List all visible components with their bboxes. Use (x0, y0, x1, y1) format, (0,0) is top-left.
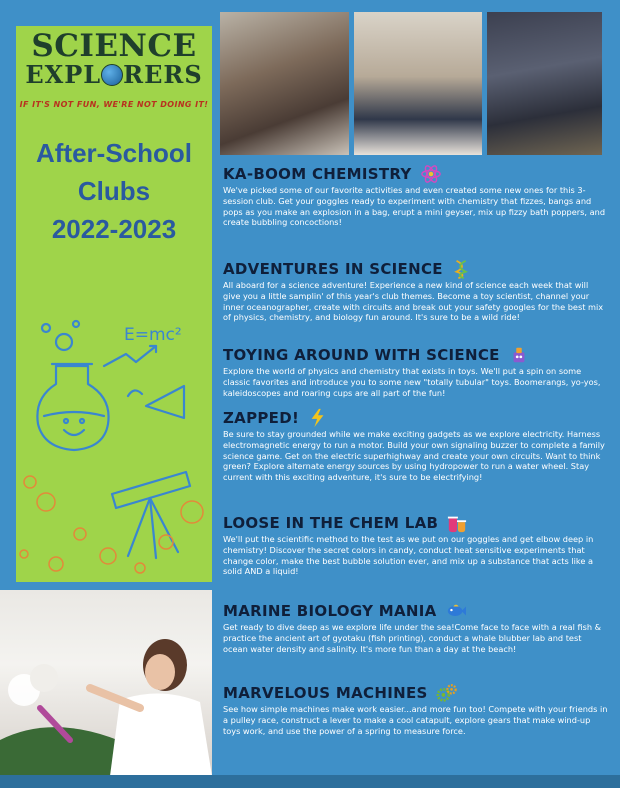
section-title (223, 259, 608, 279)
section-description: Explore the world of physics and chemistry that exists in toys. We'll put a spin on some classic favorites and introduce you to some new "totally tubular" toys. Boomerangs, yo-yos, kaleidoscopes and roaring cups are all part of the fun! (223, 366, 601, 398)
section-title-text: ADVENTURES IN SCIENCE (223, 260, 443, 278)
science-explorers-logo (16, 30, 212, 88)
section-title (223, 164, 608, 184)
section-loose-in-the-chem-lab (223, 513, 608, 577)
logo-text-part1: EXPL (25, 60, 102, 89)
section-zapped (223, 408, 608, 483)
left-panel (16, 26, 212, 582)
section-title (223, 683, 608, 703)
section-title-text: MARINE BIOLOGY MANIA (223, 602, 437, 620)
bottom-band (0, 775, 620, 788)
lightning-icon (307, 408, 329, 428)
section-title-text: TOYING AROUND WITH SCIENCE (223, 346, 500, 364)
section-description: See how simple machines make work easier...and more fun too! Compete with your friends in a pulley race, construct a lever to make a cool catapult, explore gears that make wind-up toys work, and use the power of a spring to measure force. (223, 704, 608, 736)
instructor-demo-illustration (0, 590, 212, 776)
logo-line-explorers (16, 62, 212, 88)
section-title (223, 513, 608, 533)
tagline: IF IT'S NOT FUN, WE'RE NOT DOING IT! (19, 100, 209, 109)
atom-icon (420, 164, 442, 184)
gears-icon (436, 683, 458, 703)
logo-text-part2: RERS (123, 60, 203, 89)
section-title-text: ZAPPED! (223, 409, 300, 427)
globe-icon (101, 64, 123, 86)
students-lab-photo (220, 12, 349, 155)
title-line-1: After-School (36, 138, 192, 168)
logo-line-science: SCIENCE (31, 28, 197, 64)
section-toying-around-with-science (223, 345, 608, 398)
section-marvelous-machines (223, 683, 608, 736)
fish-icon (445, 601, 467, 621)
section-title-text: MARVELOUS MACHINES (223, 684, 428, 702)
section-adventures-in-science (223, 259, 608, 323)
section-description: Get ready to dive deep as we explore life under the sea!Come face to face with a real fish & practice the ancient art of gyotaku (fish printing), conduct a whale blubber lab and test ocean water density and salinity. It's more fun than a day at the beach! (223, 622, 602, 654)
section-description: All aboard for a science adventure! Experience a new kind of science each week that will give you a little samplin' of this year's club themes. Become a toy scientist, channel your inner oceanographer, create with circuits and break out your safety googles for the best mix of physics, chemistry, and biology fun around. It's sure to be a wild ride! (223, 280, 604, 323)
section-title (223, 345, 608, 365)
student-experiment-photo (487, 12, 602, 155)
dna-icon (451, 259, 473, 279)
section-ka-boom-chemistry (223, 164, 608, 228)
section-description: We've picked some of our favorite activities and even created some new ones for this 3-session club. Get your goggles ready to experiment with chemistry that fizzes, bangs and pops as you make an explosion in a bag, erupt a mini geyser, mix up fizzy bath poppers, and create bubbling concoctions! (223, 185, 606, 228)
toy-icon (508, 345, 530, 365)
title-line-2: Clubs (77, 176, 151, 206)
section-title-text: LOOSE IN THE CHEM LAB (223, 514, 439, 532)
science-doodles-illustration (16, 306, 212, 576)
page-title (16, 134, 212, 248)
title-line-3: 2022-2023 (51, 214, 177, 244)
instructor-student-photo (354, 12, 482, 155)
formula-doodle: E=mc² (124, 325, 182, 345)
beakers-icon (446, 513, 468, 533)
section-title-text: KA-BOOM CHEMISTRY (223, 165, 412, 183)
section-title (223, 601, 608, 621)
section-title (223, 408, 608, 428)
section-description: Be sure to stay grounded while we make exciting gadgets as we explore electricity. Harness electromagnetic energy to run a motor. Build your own signaling buzzer to complete a family science game. Get on the electric superhighway and create your own circuits. Want to think green? Explore alternate energy sources by using hydropower to run a water wheel. Stay current with this exciting adventure, it's sure to be electrifying! (223, 429, 605, 483)
section-description: We'll put the scientific method to the test as we put on our goggles and get elbow deep in chemistry! Discover the secret colors in candy, conduct heat sensitive experiments that change color, make the best bubble solution ever, and mix up a substance that acts like a solid AND a liquid! (223, 534, 594, 577)
instructor-demo-photo (0, 590, 212, 776)
section-marine-biology-mania (223, 601, 608, 654)
